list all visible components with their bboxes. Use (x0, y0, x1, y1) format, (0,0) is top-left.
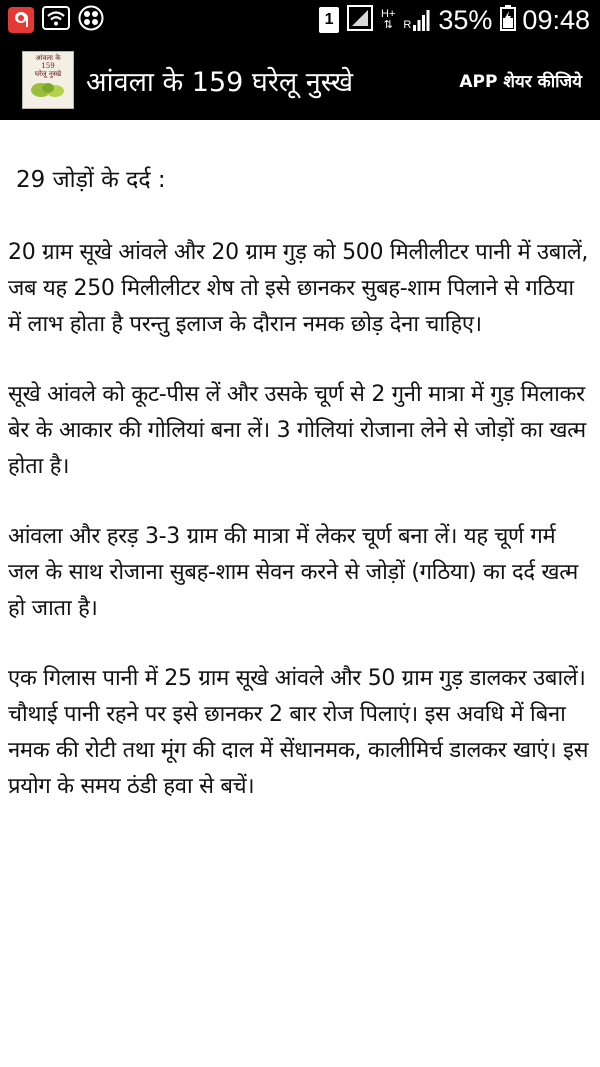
data-arrows-icon: ⇅ (383, 19, 393, 31)
notification-app-icon (8, 7, 34, 33)
app-logo-line-3: घरेलू नुस्खे (34, 70, 62, 78)
signal-icon (347, 5, 373, 35)
app-bar (0, 40, 600, 120)
app-logo (22, 51, 74, 109)
sim-icon: 1 (319, 7, 339, 33)
usb-icon (78, 5, 104, 35)
remedy-heading: 29 जोड़ों के दर्द : (16, 167, 166, 193)
status-left-icons (8, 5, 112, 35)
article-content[interactable] (0, 120, 600, 1067)
remedy-paragraph-3: आंवला और हरड़ 3-3 ग्राम की मात्रा में लेकर चूर्ण बना लें। यह चूर्ण गर्म जल के साथ रोजाना सुबह-शाम सेवन करने से जोड़ों (गठिया) का दर्द खत्म हो जाता है। (8, 524, 578, 621)
remedy-paragraph-2: सूखे आंवले को कूट-पीस लें और उसके चूर्ण से 2 गुनी मात्रा में गुड़ मिलाकर बेर के आकार की गोलियां बना लें। 3 गोलियां रोजाना लेने से जोड़ों का खत्म होता है। (8, 382, 586, 479)
roaming-signal-indicator: R (403, 9, 430, 31)
clock: 09:48 (522, 4, 590, 35)
status-bar (0, 0, 600, 40)
app-logo-line-2: 159 (41, 62, 55, 70)
cell-signal-icon (412, 9, 430, 31)
app-title: आंवला के 159 घरेलू नुस्खे (86, 66, 354, 98)
remedy-paragraph-4: एक गिलास पानी में 25 ग्राम सूखे आंवले और 50 ग्राम गुड़ डालकर उबालें। चौथाई पानी रहने पर इसे छानकर 2 बार रोज पिलाएं। इस अवधि में बिना नमक की रोटी तथा मूंग की दाल में सेंधानमक, कालीमिर्च डालकर खाएं। इस प्रयोग के समय ठंडी हवा से बचें। (8, 666, 589, 799)
wifi-icon (42, 6, 70, 34)
battery-percent: 35% (438, 4, 493, 35)
battery-icon (500, 5, 516, 35)
network-type-indicator: H+ ⇅ (381, 8, 396, 31)
remedy-paragraph-1: 20 ग्राम सूखे आंवले और 20 ग्राम गुड़ को 500 मिलीलीटर पानी में उबालें, जब यह 250 मिलीलीटर शेष तो इसे छानकर सुबह-शाम पिलाने से गठिया में लाभ होता है परन्तु इलाज के दौरान नमक छोड़ देना चाहिए। (8, 240, 589, 337)
app-logo-line-1: आंवला के (35, 54, 61, 62)
status-right-icons (311, 5, 590, 36)
amla-fruit-icon (28, 80, 68, 98)
share-app-button[interactable]: APP शेयर कीजिये (459, 69, 582, 92)
